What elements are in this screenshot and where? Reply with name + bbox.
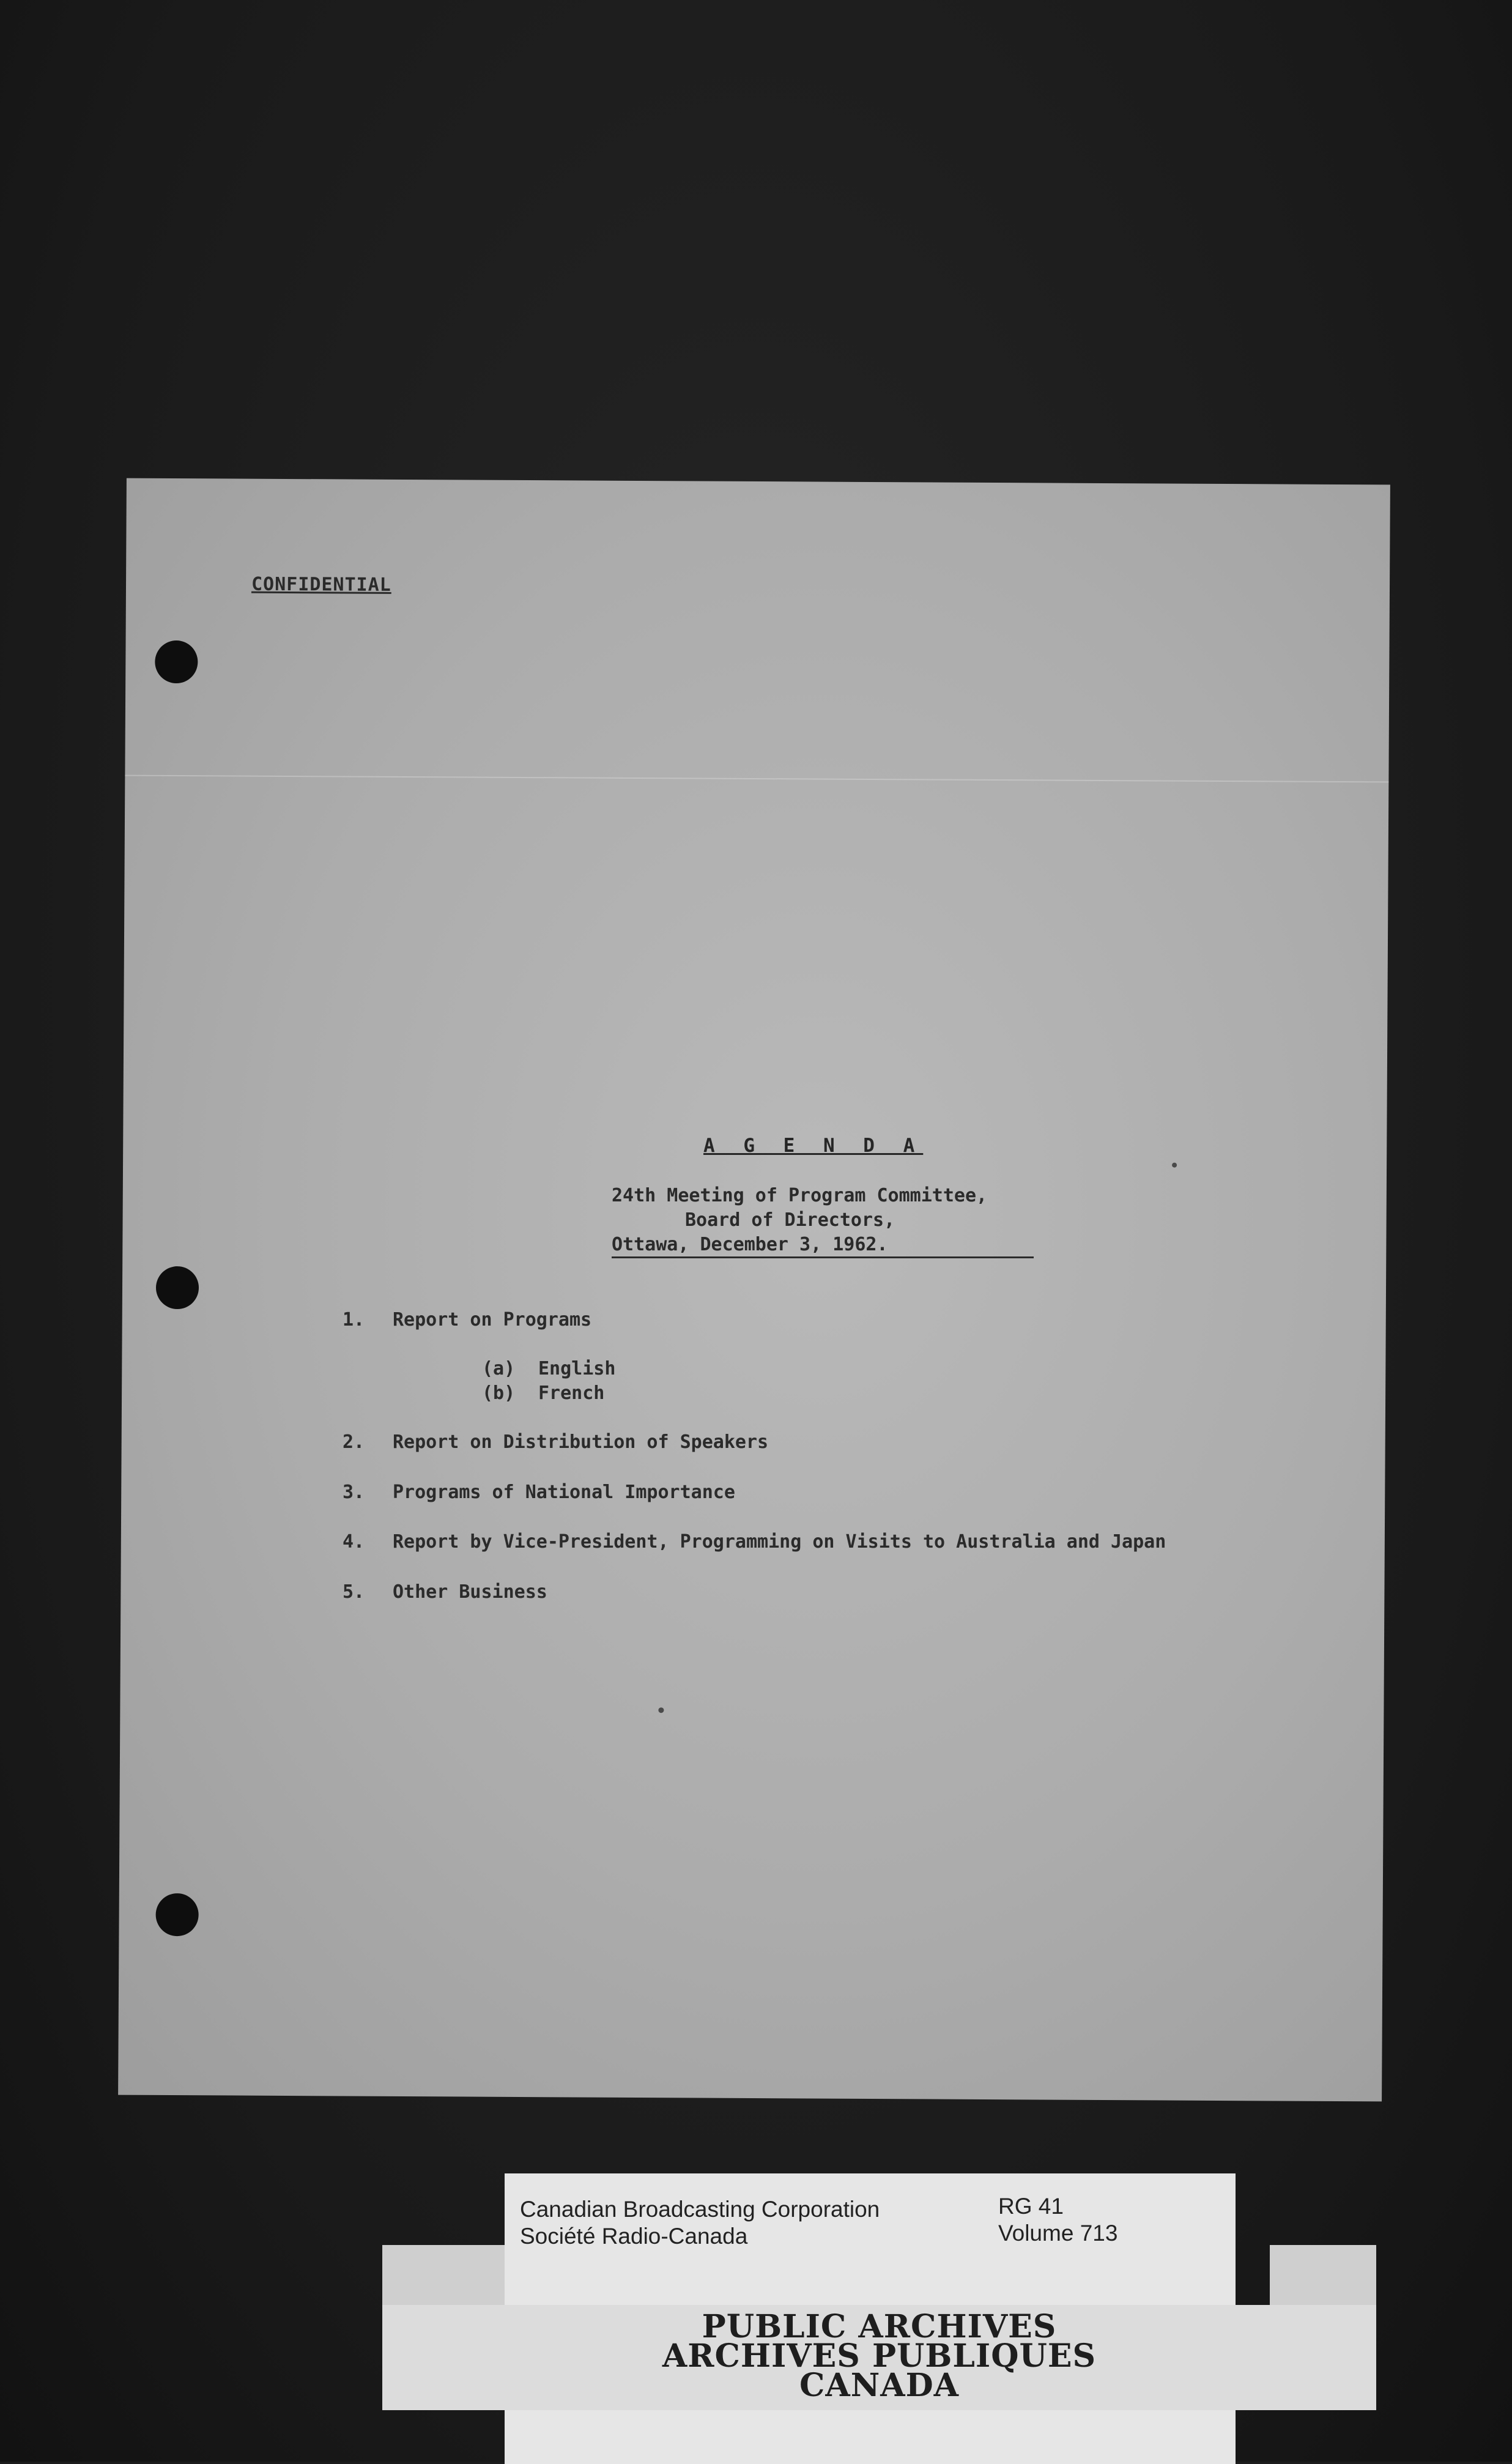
item-number: 2. (343, 1431, 365, 1453)
item-text: Programs of National Importance (393, 1482, 735, 1503)
agenda-item (343, 1482, 735, 1503)
document-page (118, 478, 1390, 2102)
agenda-title: A G E N D A (703, 1135, 924, 1157)
confidential-stamp: CONFIDENTIAL (251, 573, 391, 596)
agenda-item (343, 1309, 591, 1330)
organization-english: Canadian Broadcasting Corporation (520, 2197, 880, 2222)
item-number: 5. (343, 1581, 365, 1603)
page-fold-line (125, 775, 1388, 783)
stamp-line: PUBLIC ARCHIVES (702, 2308, 1057, 2345)
subitem-text: French (538, 1382, 605, 1404)
subitem-text: English (538, 1358, 616, 1379)
agenda-item (343, 1531, 1166, 1553)
agenda-subitem (482, 1382, 604, 1404)
item-text: Report by Vice-President, Programming on Visits to Australia and Japan (393, 1531, 1166, 1553)
speck (1172, 1163, 1177, 1168)
punch-hole-bottom (155, 1893, 198, 1936)
organization-french: Société Radio-Canada (520, 2224, 748, 2249)
item-text: Report on Programs (393, 1309, 592, 1330)
agenda-item (343, 1431, 768, 1453)
meeting-line: Board of Directors, (685, 1209, 895, 1231)
archive-reference (998, 2193, 1117, 2247)
punch-hole-top (155, 640, 198, 683)
agenda-item (343, 1581, 547, 1603)
stamp-line: ARCHIVES PUBLIQUES (662, 2337, 1097, 2375)
item-number: 4. (343, 1531, 365, 1553)
punch-hole-middle (156, 1266, 199, 1309)
archive-organization (520, 2196, 880, 2250)
item-text: Other Business (393, 1581, 547, 1603)
meeting-date-line: Ottawa, December 3, 1962. (612, 1234, 1034, 1258)
record-group: RG 41 (998, 2194, 1064, 2219)
stamp-line: CANADA (799, 2367, 960, 2404)
volume-number: Volume 713 (998, 2221, 1118, 2246)
agenda-subitem (482, 1358, 615, 1379)
subitem-label: (b) (482, 1382, 516, 1404)
item-number: 3. (343, 1482, 365, 1503)
item-text: Report on Distribution of Speakers (393, 1431, 769, 1453)
meeting-line: 24th Meeting of Program Committee, (612, 1185, 988, 1206)
speck (658, 1707, 664, 1713)
subitem-label: (a) (482, 1358, 516, 1379)
public-archives-stamp (382, 2308, 1376, 2404)
item-number: 1. (343, 1309, 365, 1330)
